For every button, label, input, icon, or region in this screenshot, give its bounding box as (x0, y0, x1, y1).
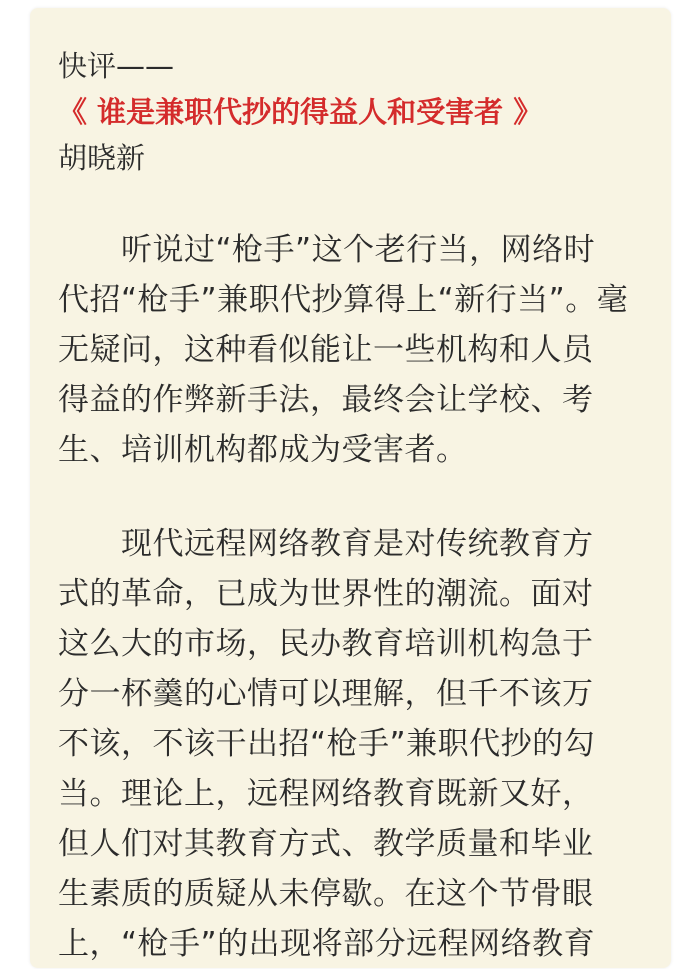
article-title: 《 谁是兼职代抄的得益人和受害者 》 (58, 95, 543, 129)
paragraph-line: 上，“枪手”的出现将部分远程网络教育 (58, 926, 596, 962)
paragraph-line: 现代远程网络教育是对传统教育方 (58, 526, 594, 562)
paragraph-line: 分一杯羹的心情可以理解，但千不该万 (58, 676, 594, 712)
paragraph-line: 生、培训机构都成为受害者。 (58, 432, 468, 468)
article-content (58, 43, 643, 969)
paragraph-line: 得益的作弊新手法，最终会让学校、考 (58, 382, 594, 418)
paragraph-2 (58, 519, 643, 969)
paragraph-line: 当。理论上，远程网络教育既新又好， (58, 776, 594, 812)
paragraph-line: 代招“枪手”兼职代抄算得上“新行当”。毫 (58, 282, 629, 318)
paragraph-1 (58, 225, 643, 475)
author-name: 胡晓新 (58, 141, 146, 175)
paragraph-line: 无疑问，这种看似能让一些机构和人员 (58, 332, 594, 368)
paragraph-line: 生素质的质疑从未停歇。在这个节骨眼 (58, 876, 594, 912)
paragraph-line: 式的革命，已成为世界性的潮流。面对 (58, 576, 594, 612)
paragraph-line: 但人们对其教育方式、教学质量和毕业 (58, 826, 594, 862)
paragraph-line: 听说过“枪手”这个老行当，网络时 (58, 232, 596, 268)
paragraph-line: 不该，不该干出招“枪手”兼职代抄的勾 (58, 726, 596, 762)
column-label: 快评—— (58, 49, 175, 83)
paragraph-line: 这么大的市场，民办教育培训机构急于 (58, 626, 594, 662)
article-card (30, 8, 671, 968)
